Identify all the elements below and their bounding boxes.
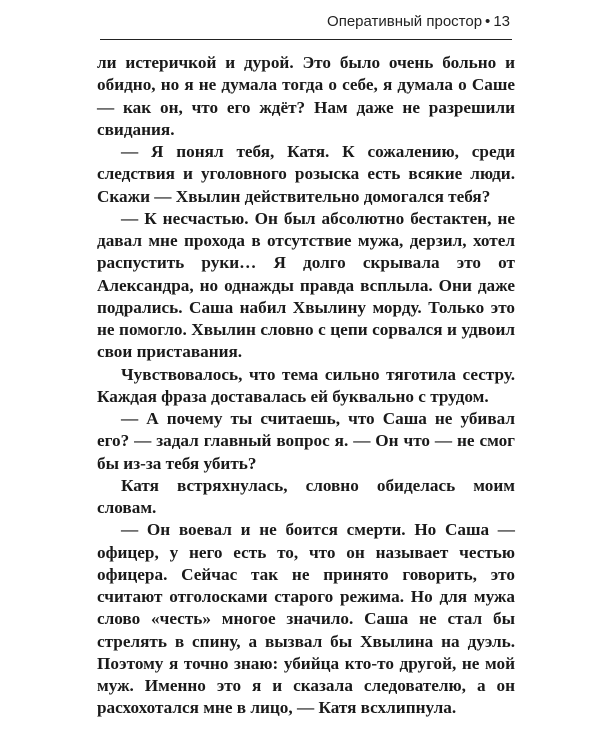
paragraph: Катя встряхнулась, словно обиделась моим словам. (97, 475, 515, 517)
header-rule (100, 39, 512, 40)
paragraph: — Я понял тебя, Катя. К сожалению, среди следствия и уголовного розыска есть всякие люди. Скажи — Хвылин действительно домогался тебя? (97, 142, 515, 206)
paragraph: — А почему ты считаешь, что Саша не убивал его? — задал главный вопрос я. — Он что — не смог бы из-за тебя убить? (97, 409, 515, 473)
paragraph: ли истеричкой и дурой. Это было очень больно и обидно, но я не думала тогда о себе, я думала о Саше — как он, что его ждёт? Нам даже не разрешили свидания. (97, 53, 515, 139)
body-text (97, 52, 515, 720)
header-separator: • (485, 13, 491, 30)
running-title: Оперативный простор (327, 13, 483, 30)
page-number: 13 (493, 13, 510, 30)
paragraph: — Он воевал и не боится смерти. Но Саша — офицер, у него есть то, что он называет честью офицера. Сейчас так не принято говорить, это считают отголосками старого режима. Но для мужа слово «честь» многое значило. Саша не стал бы стрелять в спину, а вызвал бы Хвылина на дуэль. Поэтому я точно знаю: убийца кто-то другой, не мой муж. Именно это я и сказала следователю, а он расхохотался мне в лицо, — Катя всхлипнула. (97, 520, 515, 718)
paragraph: Чувствовалось, что тема сильно тяготила сестру. Каждая фраза доставалась ей буквально с трудом. (97, 364, 515, 406)
paragraph: — К несчастью. Он был абсолютно бестактен, не давал мне прохода в отсутствие мужа, дерзил, хотел распустить руки… Я долго скрывала это от Александра, но однажды правда всплыла. Они даже подрались. Саша набил Хвылину морду. Только это не помогло. Хвылин словно с цепи сорвался и удвоил свои приставания. (97, 208, 515, 362)
running-head (100, 13, 510, 37)
